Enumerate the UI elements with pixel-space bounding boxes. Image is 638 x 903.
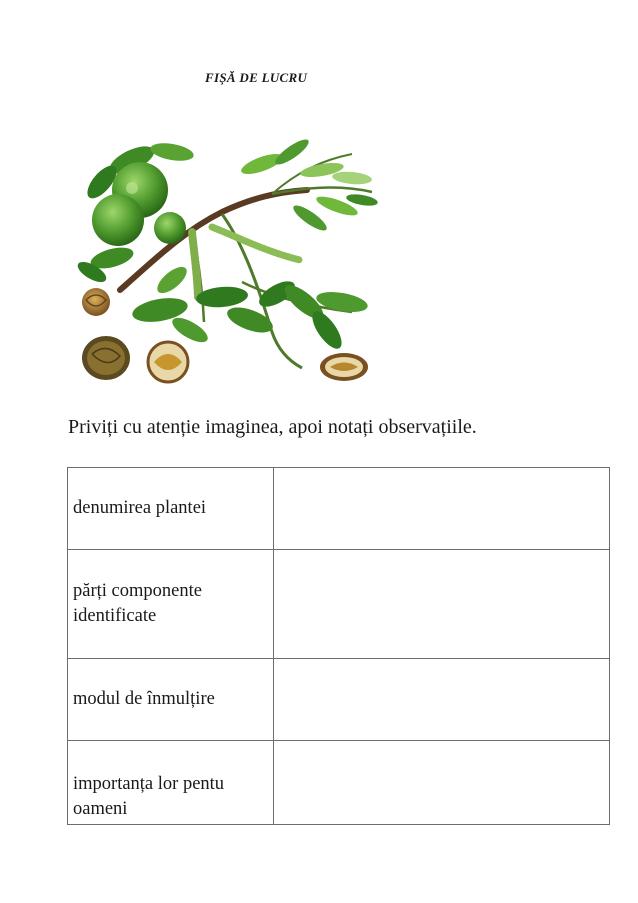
table-row — [68, 468, 610, 550]
answer-cell-importance[interactable] — [274, 741, 610, 825]
row-label-parts: părți componente identificate — [68, 550, 274, 659]
observation-table — [67, 467, 610, 825]
table-row — [68, 550, 610, 659]
answer-cell-parts[interactable] — [274, 550, 610, 659]
table-row — [68, 659, 610, 741]
row-label-plant-name: denumirea plantei — [68, 468, 274, 550]
row-label-propagation: modul de înmulțire — [68, 659, 274, 741]
row-label-importance: importanța lor pentu oameni — [68, 741, 274, 825]
instruction-text: Priviți cu atenție imaginea, apoi notați observațiile. — [68, 416, 477, 438]
worksheet-title: FIȘĂ DE LUCRU — [205, 70, 308, 85]
table-row — [68, 741, 610, 825]
answer-cell-plant-name[interactable] — [274, 468, 610, 550]
answer-cell-propagation[interactable] — [274, 659, 610, 741]
walnut-plant-illustration — [72, 132, 382, 390]
